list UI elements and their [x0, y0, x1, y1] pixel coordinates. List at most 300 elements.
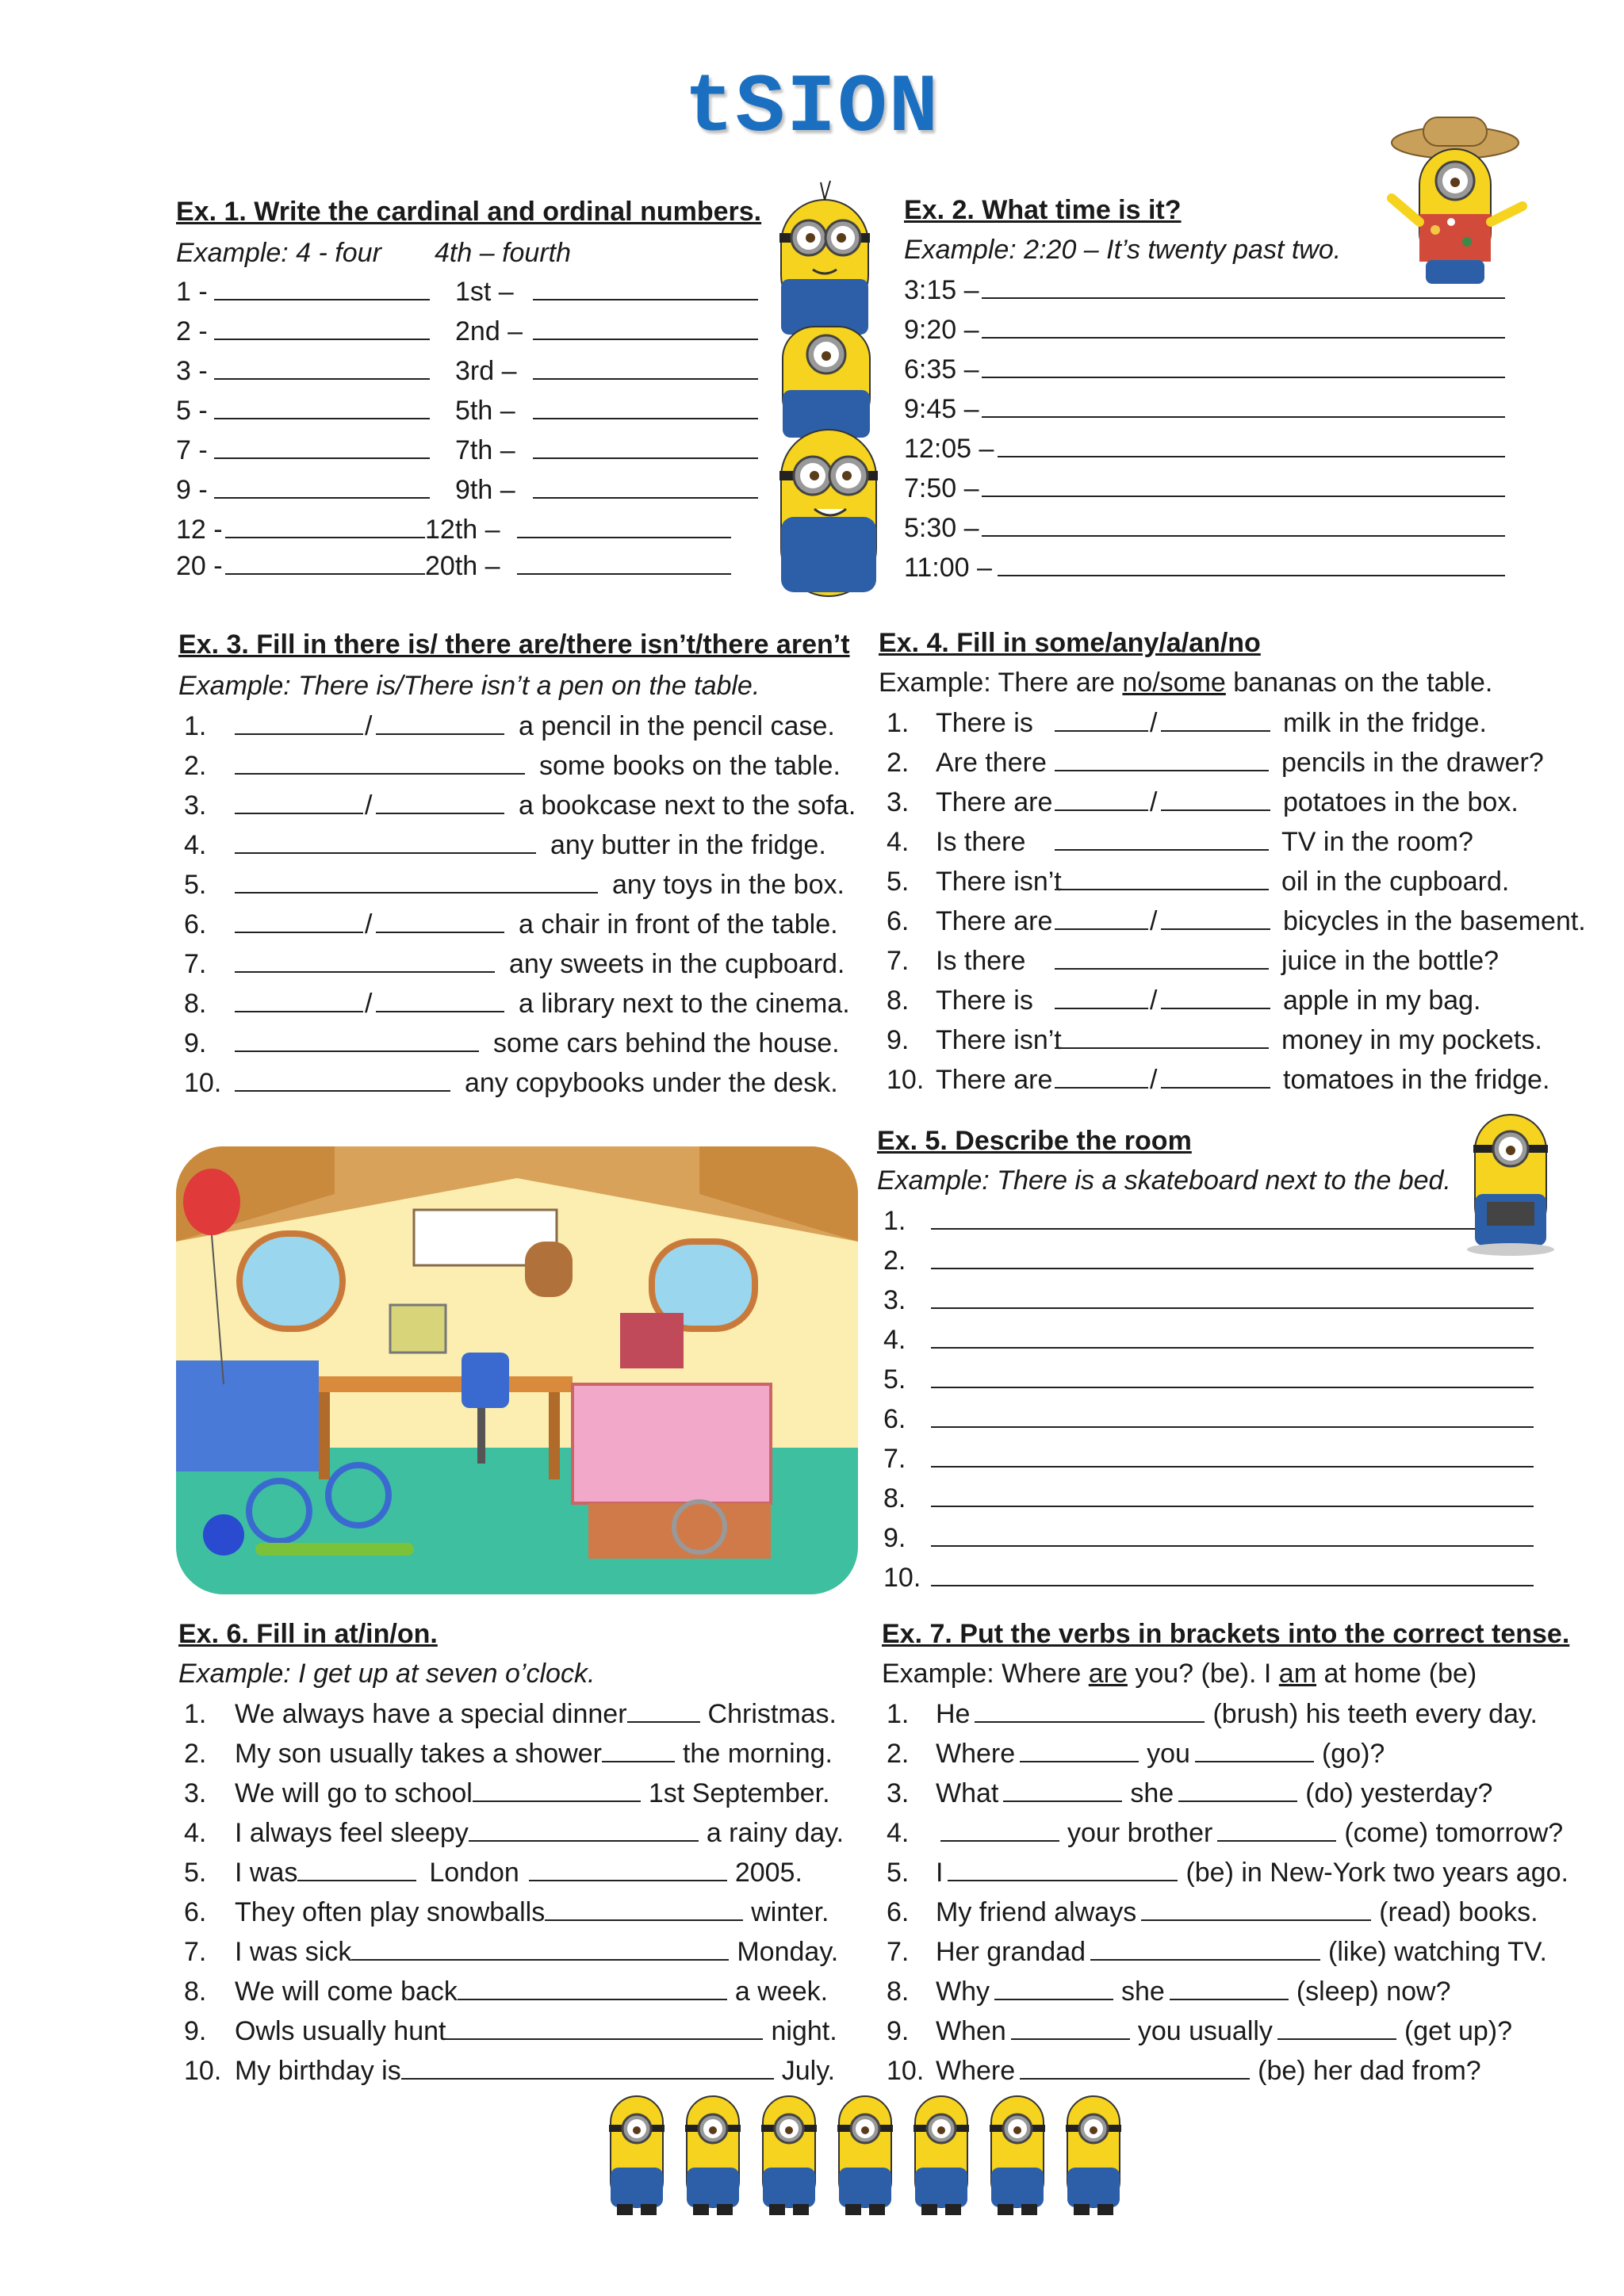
ex7-row — [887, 1738, 1385, 1770]
ex7-heading: Ex. 7. Put the verbs in brackets into the correct tense. — [882, 1619, 1570, 1649]
ex2-row — [904, 393, 1505, 425]
cardinal-answer-blank[interactable] — [214, 435, 430, 459]
answer-blank[interactable] — [1161, 985, 1270, 1009]
verb-answer-blank[interactable] — [1020, 2056, 1250, 2080]
ex2-example: Example: 2:20 – It’s twenty past two. — [904, 235, 1342, 265]
sentence-end: a bookcase next to the sofa. — [519, 790, 856, 821]
ex2-row — [904, 433, 1505, 465]
answer-blank[interactable] — [458, 1976, 727, 2000]
ex2-row — [904, 473, 1505, 504]
verb-answer-blank[interactable] — [940, 1818, 1059, 1842]
sentence-part: (brush) his teeth every day. — [1212, 1699, 1538, 1729]
sentence-part: When — [936, 2016, 1006, 2046]
answer-blank[interactable] — [376, 790, 504, 814]
sentence-part: Why — [936, 1976, 990, 2007]
answer-blank[interactable] — [473, 1778, 641, 1802]
answer-blank[interactable] — [602, 1739, 675, 1762]
ordinal-label: 9th – — [455, 475, 515, 505]
minion-icon — [914, 2096, 969, 2215]
slash-separator: / — [1150, 1065, 1158, 1095]
sentence-end: any copybooks under the desk. — [465, 1068, 838, 1098]
answer-blank[interactable] — [1055, 827, 1269, 851]
minion-middle-icon — [783, 327, 870, 438]
slash-separator: / — [1150, 787, 1158, 817]
item-number: 4. — [184, 830, 207, 860]
item-number: 2. — [184, 751, 207, 781]
ex1-heading: Ex. 1. Write the cardinal and ordinal numbers. — [176, 197, 762, 227]
sentence-start: There isn’t — [936, 1025, 1062, 1055]
ex3-heading: Ex. 3. Fill in there is/ there are/there isn’t/there aren’t — [178, 629, 850, 660]
sentence-part: (go)? — [1321, 1739, 1385, 1769]
slash-separator: / — [365, 711, 373, 741]
ex4-row — [887, 985, 1481, 1016]
sentence-start: There are — [936, 787, 1053, 817]
verb-answer-blank[interactable] — [1217, 1818, 1336, 1842]
verb-answer-blank[interactable] — [948, 1858, 1178, 1881]
time-label: 11:00 – — [904, 553, 992, 583]
verb-answer-blank[interactable] — [1178, 1778, 1297, 1802]
ex7-example-underlined-1: are — [1088, 1659, 1128, 1689]
ex1-row — [176, 434, 758, 466]
slash-separator: / — [1150, 708, 1158, 738]
ex5-row — [883, 1483, 1534, 1514]
answer-blank[interactable] — [297, 1858, 416, 1881]
answer-blank[interactable] — [1055, 946, 1269, 970]
cardinal-answer-blank[interactable] — [214, 396, 430, 419]
verb-answer-blank[interactable] — [1170, 1976, 1289, 2000]
minion-reading-illustration — [1459, 1107, 1566, 1257]
ex4-row — [887, 945, 1499, 977]
cardinal-label: 2 - — [176, 316, 208, 346]
ordinal-label: 12th – — [425, 515, 500, 545]
ex2-row — [904, 512, 1505, 544]
sentence-start: There are — [936, 906, 1053, 936]
item-number: 7. — [887, 1937, 910, 1967]
ordinal-label: 1st – — [455, 277, 514, 307]
ex6-row — [184, 1896, 829, 1928]
sentence-part: (be) her dad from? — [1258, 2056, 1481, 2086]
description-blank[interactable] — [931, 1246, 1534, 1269]
cardinal-answer-blank[interactable] — [214, 475, 430, 499]
sentence-start: There are — [936, 1065, 1053, 1095]
item-number: 5. — [887, 867, 910, 897]
ex4-row — [887, 826, 1473, 858]
sentence-part: (sleep) now? — [1296, 1976, 1451, 2007]
minion-icon — [609, 2096, 665, 2215]
ex7-row — [887, 1817, 1563, 1849]
ex6-row — [184, 2055, 835, 2087]
sentence-part: Where — [936, 2056, 1016, 2086]
verb-answer-blank[interactable] — [1141, 1897, 1371, 1921]
answer-blank[interactable] — [376, 711, 504, 735]
sentence-part: (do) yesterday? — [1305, 1778, 1493, 1808]
ex4-example-pre: Example: There are — [879, 668, 1123, 698]
ex1-row — [176, 474, 758, 506]
cardinal-label: 7 - — [176, 435, 208, 465]
ex2-row — [904, 354, 1505, 385]
ex1-example-left: Example: 4 - four — [176, 238, 381, 268]
time-label: 5:30 – — [904, 513, 979, 543]
sentence-end: 2005. — [734, 1858, 802, 1888]
item-number: 1. — [184, 711, 207, 741]
ex7-example-part2: you? (be). I — [1127, 1659, 1279, 1689]
sentence-start: Is there — [936, 946, 1026, 976]
sentence-end: milk in the fridge. — [1283, 708, 1487, 738]
time-answer-blank[interactable] — [982, 315, 1505, 339]
ex1-row — [176, 355, 758, 387]
ex7-example-part1: Example: Where — [882, 1659, 1089, 1689]
ordinal-answer-blank[interactable] — [517, 551, 731, 575]
cardinal-label: 9 - — [176, 475, 208, 505]
item-number: 7. — [184, 949, 207, 979]
ex6-heading: Ex. 6. Fill in at/in/on. — [178, 1619, 438, 1649]
answer-blank[interactable] — [446, 2016, 763, 2040]
ordinal-answer-blank[interactable] — [533, 435, 758, 459]
sentence-end: a pencil in the pencil case. — [519, 711, 835, 741]
answer-blank[interactable] — [1055, 1065, 1148, 1089]
ex2-row — [904, 552, 1505, 584]
sentence-end: bicycles in the basement. — [1283, 906, 1586, 936]
time-label: 7:50 – — [904, 473, 979, 503]
sentence-part: (read) books. — [1379, 1897, 1538, 1927]
answer-blank[interactable] — [1055, 906, 1148, 930]
sentence-end: some cars behind the house. — [493, 1028, 840, 1058]
answer-blank[interactable] — [1055, 985, 1148, 1009]
ex5-example: Example: There is a skateboard next to the bed. — [877, 1165, 1451, 1196]
ex4-example-post: bananas on the table. — [1225, 668, 1493, 698]
ex4-row — [887, 1024, 1542, 1056]
sentence-start: We will come back — [235, 1976, 458, 2007]
ex3-row — [184, 790, 856, 821]
ordinal-label: 5th – — [455, 396, 515, 426]
sentence-end: a rainy day. — [706, 1818, 845, 1848]
time-answer-blank[interactable] — [982, 513, 1505, 537]
ordinal-label: 7th – — [455, 435, 515, 465]
sentence-part: Where — [936, 1739, 1016, 1769]
time-answer-blank[interactable] — [982, 354, 1505, 378]
ex6-row — [184, 1817, 844, 1849]
sentence-start: I was sick — [235, 1937, 352, 1967]
item-number: 8. — [887, 985, 910, 1016]
ex5-row — [883, 1443, 1534, 1475]
sentence-end: money in my pockets. — [1281, 1025, 1542, 1055]
ex7-row — [887, 1936, 1547, 1968]
item-number: 3. — [887, 787, 910, 817]
time-label: 12:05 – — [904, 434, 994, 464]
item-number: 6. — [184, 1897, 207, 1927]
item-number: 8. — [883, 1483, 906, 1513]
answer-blank[interactable] — [1161, 906, 1270, 930]
sentence-start: There isn’t — [936, 867, 1062, 897]
item-number: 2. — [883, 1246, 906, 1276]
minion-top-icon — [779, 181, 870, 335]
sentence-end: oil in the cupboard. — [1281, 867, 1510, 897]
time-answer-blank[interactable] — [998, 553, 1505, 576]
answer-blank[interactable] — [235, 751, 525, 775]
sentence-part: you — [1147, 1739, 1190, 1769]
answer-blank[interactable] — [376, 989, 504, 1012]
ordinal-answer-blank[interactable] — [533, 356, 758, 380]
sentence-start: Is there — [936, 827, 1026, 857]
item-number: 1. — [887, 708, 910, 738]
ex5-row — [883, 1205, 1502, 1237]
sentence-start: My birthday is — [235, 2056, 401, 2086]
ex1-row — [176, 276, 758, 308]
ex4-row — [887, 707, 1487, 739]
sentence-part: He — [936, 1699, 971, 1729]
answer-blank[interactable] — [1161, 708, 1270, 732]
description-blank[interactable] — [931, 1285, 1534, 1309]
ordinal-label: 3rd – — [455, 356, 517, 386]
time-label: 3:15 – — [904, 275, 979, 305]
item-number: 10. — [887, 1065, 925, 1095]
ex4-heading: Ex. 4. Fill in some/any/a/an/no — [879, 628, 1261, 658]
item-number: 8. — [184, 989, 207, 1019]
item-number: 4. — [184, 1818, 207, 1848]
minion-hat-illustration — [1380, 111, 1534, 305]
description-blank[interactable] — [931, 1523, 1534, 1547]
answer-blank[interactable] — [235, 1068, 450, 1092]
ex5-row — [883, 1245, 1534, 1276]
item-number: 10. — [887, 2056, 925, 2086]
sentence-end: potatoes in the box. — [1283, 787, 1519, 817]
item-number: 9. — [883, 1523, 906, 1553]
sentence-part: My friend always — [936, 1897, 1137, 1927]
sentence-end: Monday. — [737, 1937, 839, 1967]
ex7-row — [887, 1896, 1538, 1928]
sentence-end: pencils in the drawer? — [1281, 748, 1544, 778]
item-number: 4. — [883, 1325, 906, 1355]
bedroom-illustration — [176, 1146, 858, 1594]
item-number: 6. — [887, 906, 910, 936]
sentence-end: Christmas. — [707, 1699, 837, 1729]
cardinal-label: 12 - — [176, 515, 223, 545]
answer-blank[interactable] — [529, 1858, 727, 1881]
sentence-middle: London — [429, 1858, 519, 1888]
ex1-row — [176, 316, 758, 347]
sentence-start: They often play snowballs — [235, 1897, 546, 1927]
sentence-end: a library next to the cinema. — [519, 989, 850, 1019]
verb-answer-blank[interactable] — [1003, 1778, 1122, 1802]
answer-blank[interactable] — [1161, 787, 1270, 811]
item-number: 8. — [887, 1976, 910, 2007]
sentence-end: juice in the bottle? — [1281, 946, 1500, 976]
description-blank[interactable] — [931, 1444, 1534, 1468]
answer-blank[interactable] — [351, 1937, 729, 1961]
cardinal-label: 1 - — [176, 277, 208, 307]
answer-blank[interactable] — [1055, 1025, 1269, 1049]
sentence-part: (come) tomorrow? — [1344, 1818, 1564, 1848]
description-blank[interactable] — [931, 1483, 1534, 1507]
time-label: 9:45 – — [904, 394, 979, 424]
cardinal-answer-blank[interactable] — [225, 551, 425, 575]
sentence-end: a week. — [734, 1976, 829, 2007]
description-blank[interactable] — [931, 1404, 1534, 1428]
sentence-end: 1st September. — [648, 1778, 830, 1808]
answer-blank[interactable] — [235, 830, 536, 854]
item-number: 8. — [184, 1976, 207, 2007]
item-number: 3. — [184, 1778, 207, 1808]
sentence-end: TV in the room? — [1281, 827, 1473, 857]
sentence-part: I — [936, 1858, 944, 1888]
time-answer-blank[interactable] — [998, 434, 1505, 457]
item-number: 5. — [887, 1858, 910, 1888]
answer-blank[interactable] — [376, 909, 504, 933]
minions-group-illustration — [596, 2085, 1143, 2220]
ex5-row — [883, 1522, 1534, 1554]
item-number: 4. — [887, 827, 910, 857]
ex1-row — [176, 395, 758, 427]
description-blank[interactable] — [931, 1563, 1534, 1586]
description-blank[interactable] — [931, 1206, 1502, 1230]
ex7-row — [887, 1976, 1450, 2007]
answer-blank[interactable] — [235, 1028, 479, 1052]
minion-icon — [990, 2096, 1045, 2215]
item-number: 10. — [883, 1563, 921, 1593]
sentence-start: There is — [936, 708, 1033, 738]
ex5-heading: Ex. 5. Describe the room — [877, 1126, 1192, 1156]
ex7-example-part3: at home (be) — [1316, 1659, 1477, 1689]
sentence-end: a chair in front of the table. — [519, 909, 838, 939]
sentence-part: you usually — [1137, 2016, 1273, 2046]
cardinal-answer-blank[interactable] — [225, 515, 425, 538]
sentence-end: the morning. — [682, 1739, 833, 1769]
ordinal-answer-blank[interactable] — [517, 515, 731, 538]
sentence-end: night. — [771, 2016, 837, 2046]
sentence-part: (like) watching TV. — [1328, 1937, 1547, 1967]
ex7-row — [887, 2055, 1481, 2087]
cardinal-label: 3 - — [176, 356, 208, 386]
answer-blank[interactable] — [401, 2056, 774, 2080]
ex3-row — [184, 909, 838, 940]
ex7-row — [887, 1777, 1492, 1809]
cardinal-answer-blank[interactable] — [214, 316, 430, 340]
time-label: 6:35 – — [904, 354, 979, 385]
verb-answer-blank[interactable] — [1195, 1739, 1314, 1762]
ex3-row — [184, 988, 850, 1020]
verb-answer-blank[interactable] — [975, 1699, 1205, 1723]
answer-blank[interactable] — [235, 909, 363, 933]
sentence-end: apple in my bag. — [1283, 985, 1481, 1016]
item-number: 9. — [184, 1028, 207, 1058]
item-number: 3. — [883, 1285, 906, 1315]
ex5-row — [883, 1562, 1534, 1594]
time-answer-blank[interactable] — [982, 394, 1505, 418]
ex6-row — [184, 1976, 828, 2007]
ex6-row — [184, 1777, 830, 1809]
ex7-example-underlined-2: am — [1278, 1659, 1317, 1689]
sentence-end: any toys in the box. — [612, 870, 845, 900]
ex2-heading: Ex. 2. What time is it? — [904, 195, 1182, 225]
ordinal-label: 20th – — [425, 551, 500, 581]
slash-separator: / — [1150, 906, 1158, 936]
ex1-example-right: 4th – fourth — [435, 238, 572, 268]
time-answer-blank[interactable] — [982, 473, 1505, 497]
slash-separator: / — [365, 790, 373, 821]
sentence-start: We always have a special dinner — [235, 1699, 627, 1729]
ex6-row — [184, 1738, 833, 1770]
sentence-start: Owls usually hunt — [235, 2016, 446, 2046]
ex1-row — [176, 514, 731, 545]
item-number: 9. — [184, 2016, 207, 2046]
answer-blank[interactable] — [1055, 748, 1269, 771]
ordinal-answer-blank[interactable] — [533, 475, 758, 499]
sentence-part: she — [1130, 1778, 1174, 1808]
answer-blank[interactable] — [235, 949, 495, 973]
item-number: 9. — [887, 1025, 910, 1055]
description-blank[interactable] — [931, 1325, 1534, 1349]
item-number: 5. — [184, 870, 207, 900]
answer-blank[interactable] — [235, 870, 598, 894]
cardinal-label: 20 - — [176, 551, 223, 581]
item-number: 5. — [184, 1858, 207, 1888]
ex4-row — [887, 1064, 1549, 1096]
ex6-row — [184, 2015, 837, 2047]
ex7-row — [887, 2015, 1512, 2047]
ordinal-answer-blank[interactable] — [533, 277, 758, 300]
answer-blank[interactable] — [627, 1699, 700, 1723]
answer-blank[interactable] — [1055, 787, 1148, 811]
item-number: 2. — [184, 1739, 207, 1769]
ex5-row — [883, 1284, 1534, 1316]
ex4-row — [887, 866, 1509, 897]
item-number: 7. — [184, 1937, 207, 1967]
ordinal-answer-blank[interactable] — [533, 396, 758, 419]
minion-icon — [685, 2096, 741, 2215]
ex7-example — [882, 1659, 1477, 1689]
sentence-start: We will go to school — [235, 1778, 473, 1808]
answer-blank[interactable] — [545, 1897, 743, 1921]
ex3-row — [184, 1027, 840, 1059]
slash-separator: / — [1150, 985, 1158, 1016]
item-number: 1. — [887, 1699, 910, 1729]
answer-blank[interactable] — [1055, 708, 1148, 732]
answer-blank[interactable] — [235, 790, 363, 814]
sentence-part: your brother — [1067, 1818, 1213, 1848]
ex3-example: Example: There is/There isn’t a pen on the table. — [178, 671, 760, 701]
verb-answer-blank[interactable] — [994, 1976, 1113, 2000]
answer-blank[interactable] — [469, 1818, 699, 1842]
item-number: 6. — [883, 1404, 906, 1434]
ordinal-answer-blank[interactable] — [533, 316, 758, 340]
minion-bottom-icon — [779, 430, 878, 596]
item-number: 7. — [883, 1444, 906, 1474]
cardinal-answer-blank[interactable] — [214, 277, 430, 300]
ex3-row — [184, 829, 826, 861]
answer-blank[interactable] — [1161, 1065, 1270, 1089]
cardinal-answer-blank[interactable] — [214, 356, 430, 380]
answer-blank[interactable] — [1055, 867, 1269, 890]
sentence-start: My son usually takes a shower — [235, 1739, 602, 1769]
verb-answer-blank[interactable] — [1090, 1937, 1320, 1961]
ex3-row — [184, 948, 845, 980]
ex6-row — [184, 1936, 838, 1968]
answer-blank[interactable] — [235, 989, 363, 1012]
answer-blank[interactable] — [235, 711, 363, 735]
verb-answer-blank[interactable] — [1277, 2016, 1396, 2040]
slash-separator: / — [365, 909, 373, 939]
ex3-row — [184, 869, 845, 901]
description-blank[interactable] — [931, 1364, 1534, 1388]
verb-answer-blank[interactable] — [1011, 2016, 1130, 2040]
verb-answer-blank[interactable] — [1020, 1739, 1139, 1762]
time-label: 9:20 – — [904, 315, 979, 345]
item-number: 3. — [184, 790, 207, 821]
ex6-row — [184, 1698, 837, 1730]
item-number: 6. — [184, 909, 207, 939]
ex7-row — [887, 1857, 1568, 1888]
minion-stack-illustration — [757, 176, 904, 604]
